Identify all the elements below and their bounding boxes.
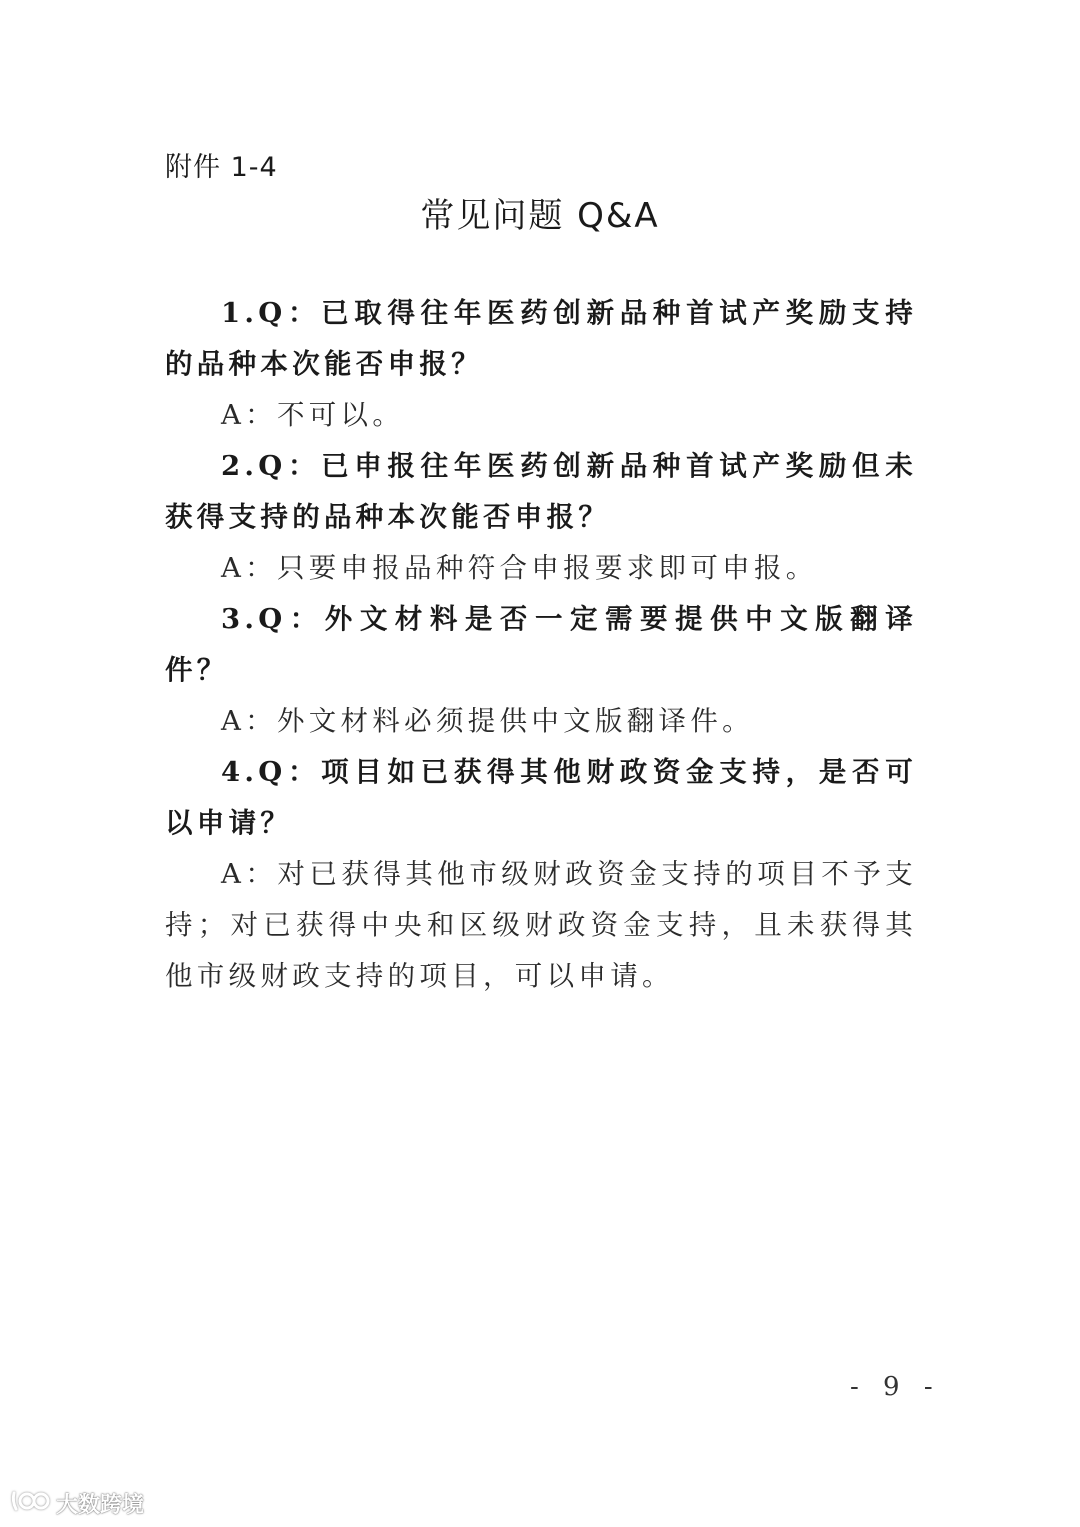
watermark bbox=[10, 1488, 144, 1519]
question-2: 2.Q：已申报往年医药创新品种首试产奖励但未获得支持的品种本次能否申报？ bbox=[165, 450, 917, 533]
page-title: 常见问题 Q&A bbox=[420, 196, 660, 236]
question-1: 1.Q：已取得往年医药创新品种首试产奖励支持的品种本次能否申报？ bbox=[165, 297, 917, 380]
question-3: 3.Q：外文材料是否一定需要提供中文版翻译件？ bbox=[165, 603, 917, 686]
watermark-text: 大数跨境 bbox=[56, 1493, 145, 1518]
question-4: 4.Q：项目如已获得其他财政资金支持，是否可以申请？ bbox=[165, 756, 917, 839]
answer-4: A：对已获得其他市级财政资金支持的项目不予支持；对已获得中央和区级财政资金支持，且未获得其他市级财政支持的项目，可以申请。 bbox=[165, 858, 917, 992]
qa-list bbox=[165, 288, 917, 1002]
brand-logo-icon bbox=[10, 1489, 50, 1519]
answer-3: A：外文材料必须提供中文版翻译件。 bbox=[221, 705, 754, 737]
answer-2: A：只要申报品种符合申报要求即可申报。 bbox=[221, 552, 818, 584]
attachment-label: 附件 1-4 bbox=[165, 152, 278, 183]
answer-1: A：不可以。 bbox=[221, 399, 405, 431]
page-number: - 9 - bbox=[850, 1372, 941, 1402]
